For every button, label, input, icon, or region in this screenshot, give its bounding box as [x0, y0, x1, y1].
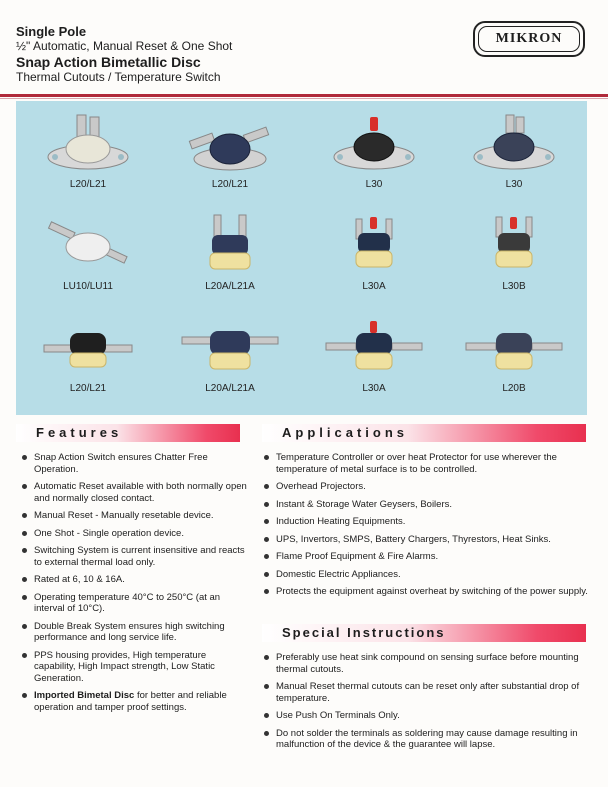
product-card	[28, 111, 148, 190]
header-product-name: Snap Action Bimetallic Disc	[16, 54, 201, 70]
special-instructions-list	[262, 652, 592, 757]
thermostat-reset-button-image	[326, 111, 422, 177]
header-subtitle: ½" Automatic, Manual Reset & One Shot	[16, 39, 233, 53]
product-card	[454, 315, 574, 394]
header-description: Thermal Cutouts / Temperature Switch	[16, 70, 221, 84]
product-card	[170, 315, 290, 394]
thermostat-flange-image	[466, 111, 562, 177]
product-card	[28, 213, 148, 292]
thermostat-ceramic-image	[182, 213, 278, 279]
product-card	[314, 213, 434, 292]
applications-item: Flame Proof Equipment & Fire Alarms.	[262, 551, 592, 563]
product-label: L30	[365, 179, 383, 190]
special-instructions-item: Preferably use heat sink compound on sensing surface before mounting thermal cutouts.	[262, 652, 592, 675]
features-item: Operating temperature 40°C to 250°C (at an interval of 10°C).	[20, 592, 248, 615]
product-label: L20A/L21A	[205, 281, 255, 292]
features-item: PPS housing provides, High temperature capability, High Impact strength, Low Static Generation.	[20, 650, 248, 685]
thermostat-ceramic-reset-image	[466, 213, 562, 279]
product-label: L20/L21	[69, 383, 107, 394]
features-item: Switching System is current insensitive and reacts to external thermal load only.	[20, 545, 248, 568]
applications-item: Domestic Electric Appliances.	[262, 569, 592, 581]
product-label: L20B	[502, 383, 526, 394]
product-card	[314, 111, 434, 190]
applications-item: Temperature Controller or over heat Protector for use wherever the temperature of metal surface is to be controlled.	[262, 452, 592, 475]
thermostat-side-terminal-reset-image	[324, 315, 424, 381]
features-item: Snap Action Switch ensures Chatter Free Operation.	[20, 452, 248, 475]
features-item-rest: for better and reliable operation and tamper proof settings.	[34, 690, 227, 713]
product-label: L30B	[502, 281, 526, 292]
thermostat-flange-image	[182, 111, 278, 177]
product-card	[454, 213, 574, 292]
product-card	[454, 111, 574, 190]
applications-list	[262, 452, 592, 604]
features-item: Double Break System ensures high switching performance and long service life.	[20, 621, 248, 644]
header-divider-thin	[0, 98, 608, 99]
header	[16, 24, 456, 85]
thermostat-side-terminal-image	[464, 315, 564, 381]
applications-item: Instant & Storage Water Geysers, Boilers.	[262, 499, 592, 511]
product-label: L30A	[362, 281, 386, 292]
features-item-bimetal	[20, 690, 248, 713]
features-item: Manual Reset - Manually resetable device.	[20, 510, 248, 522]
product-gallery	[16, 101, 587, 415]
product-label: LU10/LU11	[63, 281, 113, 292]
features-item: Automatic Reset available with both normally open and normally closed contact.	[20, 481, 248, 504]
special-instructions-item: Do not solder the terminals as soldering may cause damage resulting in malfunction of the device & the guarantee will lapse.	[262, 728, 592, 751]
special-instructions-heading: Special Instructions	[262, 624, 586, 642]
applications-heading: Applications	[262, 424, 586, 442]
product-card	[314, 315, 434, 394]
header-divider	[0, 94, 608, 97]
applications-item: Protects the equipment against overheat by switching of the power supply.	[262, 586, 592, 598]
product-label: L30	[505, 179, 523, 190]
thermostat-flange-image	[43, 111, 133, 177]
features-heading: Features	[16, 424, 240, 442]
applications-item: UPS, Invertors, SMPS, Battery Chargers, Thyrestors, Heat Sinks.	[262, 534, 592, 546]
thermostat-lu-image	[43, 213, 133, 279]
applications-item: Overhead Projectors.	[262, 481, 592, 493]
product-card	[28, 315, 148, 394]
product-label: L20A/L21A	[205, 383, 255, 394]
product-label: L30A	[362, 383, 386, 394]
features-item: Rated at 6, 10 & 16A.	[20, 574, 248, 586]
product-card	[170, 111, 290, 190]
special-instructions-item: Manual Reset thermal cutouts can be reset only after substantial drop of temperature.	[262, 681, 592, 704]
product-card	[170, 213, 290, 292]
features-item-bold: Imported Bimetal Disc	[34, 690, 135, 701]
applications-item: Induction Heating Equipments.	[262, 516, 592, 528]
features-item: One Shot - Single operation device.	[20, 528, 248, 540]
mikron-logo	[473, 21, 585, 57]
special-instructions-item: Use Push On Terminals Only.	[262, 710, 592, 722]
thermostat-side-terminal-image	[40, 315, 136, 381]
logo-text: MIKRON	[478, 26, 580, 52]
thermostat-side-terminal-image	[180, 315, 280, 381]
thermostat-ceramic-reset-image	[326, 213, 422, 279]
features-list	[20, 452, 248, 719]
header-title: Single Pole	[16, 24, 87, 39]
product-label: L20/L21	[211, 179, 249, 190]
product-label: L20/L21	[69, 179, 107, 190]
